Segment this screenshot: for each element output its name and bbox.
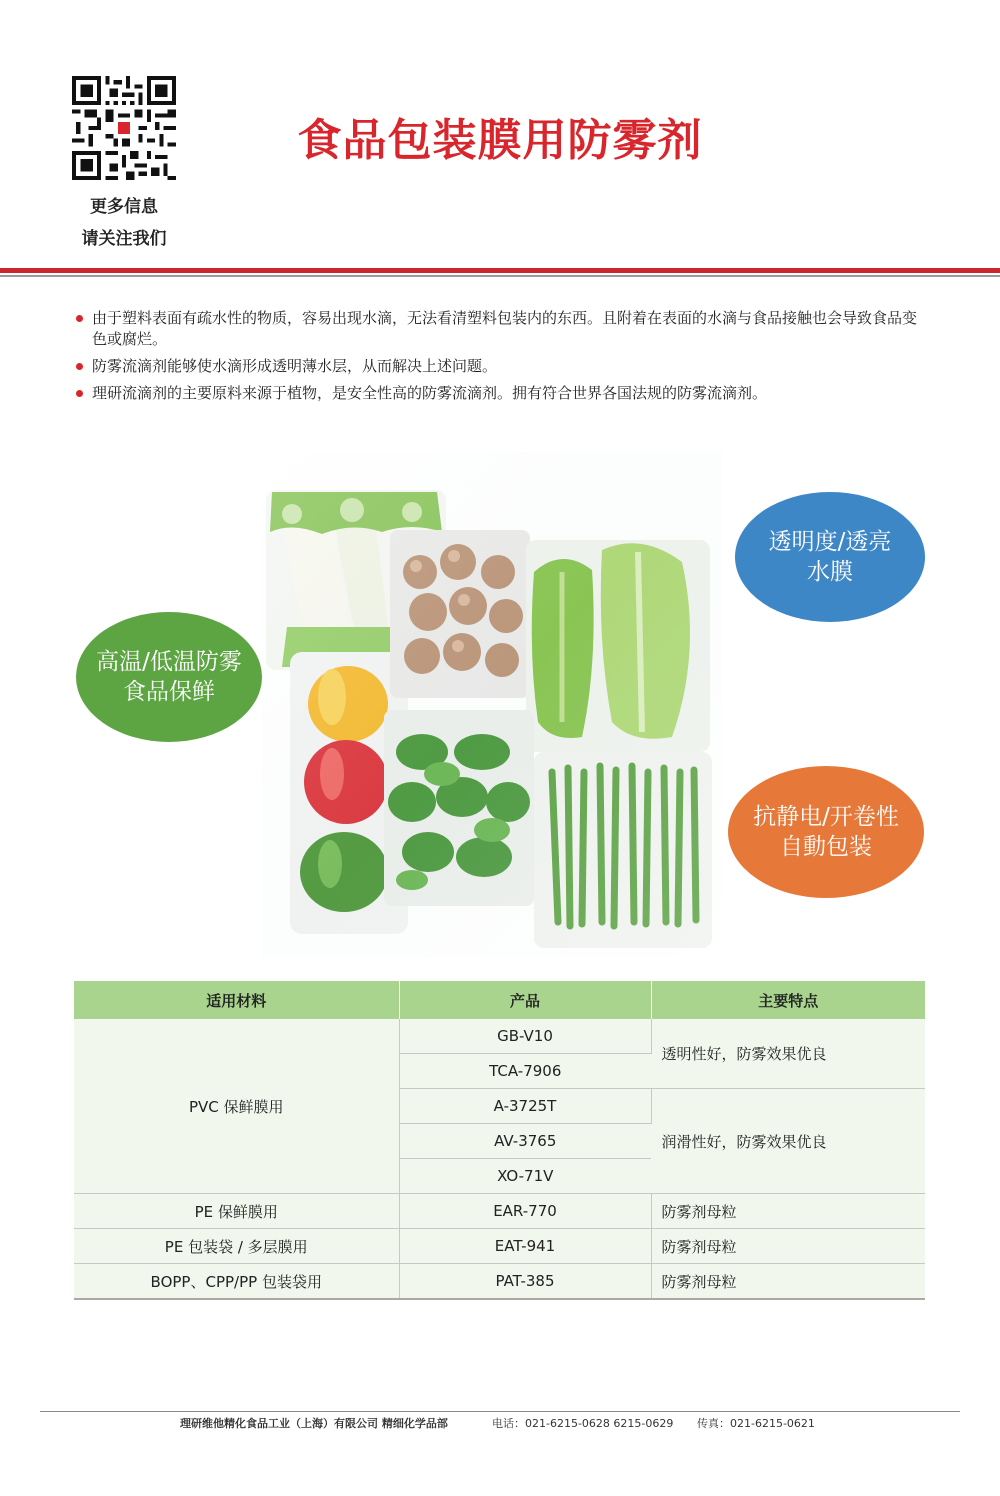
footer-fax: 传真：021-6215-0621 <box>697 1417 815 1430</box>
cell-product: EAT-941 <box>399 1229 651 1264</box>
table-row <box>74 1229 925 1264</box>
qr-code <box>72 76 176 180</box>
table-header-row <box>74 981 925 1019</box>
badge-green-line1: 高温/低温防雾 <box>96 649 242 675</box>
cell-product: AV-3765 <box>399 1124 651 1159</box>
bullet-item <box>74 308 924 350</box>
bullet-list <box>74 308 924 410</box>
cell-feature: 透明性好，防雾效果优良 <box>651 1019 925 1089</box>
bullet-text: 理研流滴剂的主要原料来源于植物，是安全性高的防雾流滴剂。拥有符合世界各国法规的防雾流滴剂。 <box>92 384 768 402</box>
cell-product: XO-71V <box>399 1159 651 1194</box>
badge-transparency <box>735 492 925 622</box>
bullet-dot-icon <box>76 390 83 397</box>
bullet-item <box>74 383 924 404</box>
cell-material: BOPP、CPP/PP 包装袋用 <box>74 1264 399 1300</box>
cell-feature: 润滑性好，防雾效果优良 <box>651 1089 925 1194</box>
bullet-item <box>74 356 924 377</box>
qr-caption-line1: 更多信息 <box>90 197 158 217</box>
cell-material: PE 保鲜膜用 <box>74 1194 399 1229</box>
footer-divider <box>40 1411 960 1412</box>
table-row <box>74 1019 925 1054</box>
header-material: 适用材料 <box>74 981 399 1019</box>
page-title: 食品包装膜用防雾剂 <box>297 115 703 166</box>
cell-material: PE 包装袋 / 多层膜用 <box>74 1229 399 1264</box>
bullet-text: 防雾流滴剂能够使水滴形成透明薄水层，从而解决上述问题。 <box>92 357 498 375</box>
badge-orange-line1: 抗静电/开卷性 <box>753 804 899 830</box>
footer-phone: 电话：021-6215-0628 6215-0629 <box>492 1417 674 1430</box>
header-feature: 主要特点 <box>651 981 925 1019</box>
packaged-vegetables-image <box>262 452 722 957</box>
qr-caption-line2: 请关注我们 <box>81 229 167 249</box>
header-divider <box>0 268 1000 273</box>
table-row <box>74 1194 925 1229</box>
cell-feature: 防雾剂母粒 <box>651 1264 925 1300</box>
bullet-text: 由于塑料表面有疏水性的物质，容易出现水滴，无法看清塑料包装内的东西。且附着在表面的水滴与食品接触也会导致食品变色或腐烂。 <box>92 309 918 348</box>
cell-product: TCA-7906 <box>399 1054 651 1089</box>
badge-orange-line2: 自動包装 <box>780 834 872 860</box>
product-table <box>74 981 925 1300</box>
footer-company: 理研维他精化食品工业（上海）有限公司 精细化学品部 <box>180 1417 448 1430</box>
header-divider-shadow <box>0 275 1000 277</box>
badge-green-line2: 食品保鲜 <box>123 679 215 705</box>
cell-product: EAR-770 <box>399 1194 651 1229</box>
cell-material: PVC 保鲜膜用 <box>74 1019 399 1194</box>
cell-feature: 防雾剂母粒 <box>651 1229 925 1264</box>
cell-feature: 防雾剂母粒 <box>651 1194 925 1229</box>
cell-product: A-3725T <box>399 1089 651 1124</box>
header-product: 产品 <box>399 981 651 1019</box>
table-row <box>74 1264 925 1300</box>
bullet-dot-icon <box>76 363 83 370</box>
cell-product: GB-V10 <box>399 1019 651 1054</box>
badge-antifog-freshness <box>76 612 262 742</box>
badge-blue-line1: 透明度/透亮 <box>768 529 892 555</box>
bullet-dot-icon <box>76 315 83 322</box>
badge-blue-line2: 水膜 <box>807 559 853 585</box>
badge-antistatic <box>728 766 924 898</box>
cell-product: PAT-385 <box>399 1264 651 1300</box>
